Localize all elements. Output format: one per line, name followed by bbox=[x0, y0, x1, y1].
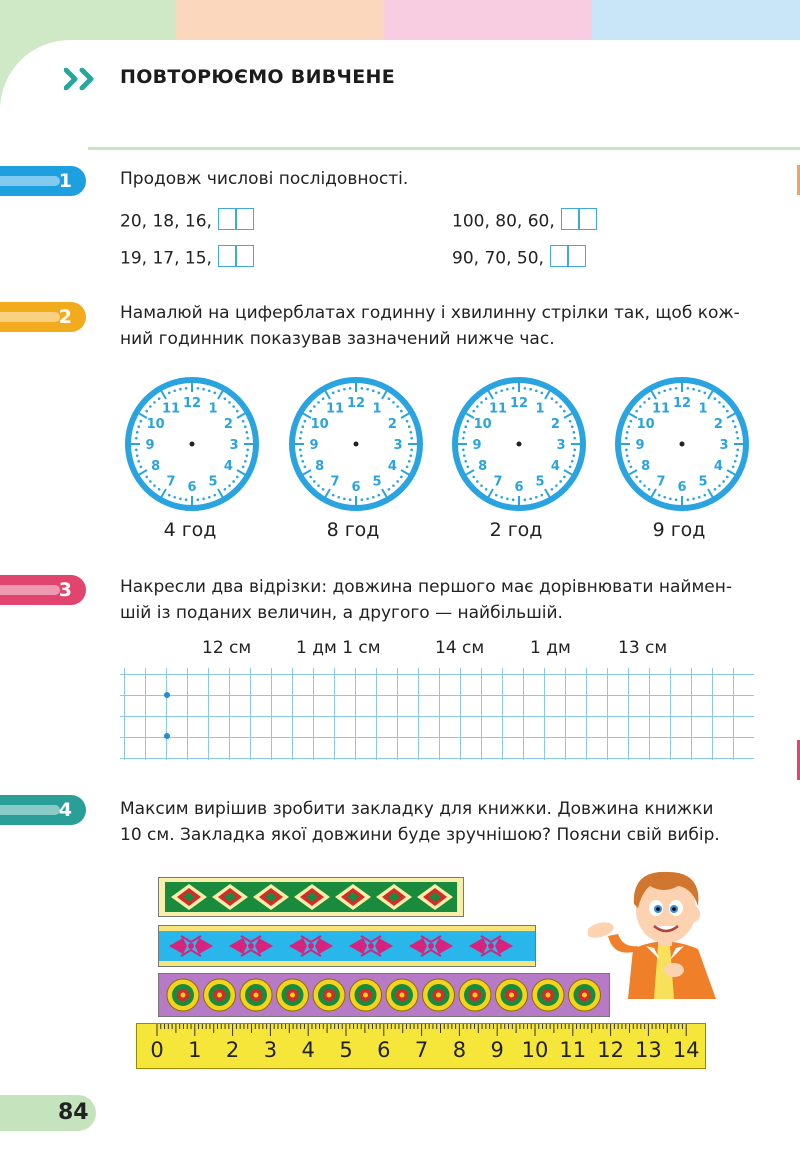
clock-time-label: 4 год bbox=[163, 519, 217, 541]
diamond-ornament bbox=[159, 878, 463, 916]
sequence-row: 90, 70, 50, bbox=[452, 245, 585, 272]
clock-numeral: 8 bbox=[641, 459, 651, 474]
clock-numeral: 10 bbox=[473, 417, 492, 432]
clock-numeral: 11 bbox=[651, 401, 671, 417]
clock-numeral: 1 bbox=[208, 401, 218, 417]
ruler-number: 4 bbox=[301, 1038, 315, 1062]
sequence-row: 19, 17, 15, bbox=[120, 245, 253, 272]
clock-time-label: 9 год bbox=[652, 519, 706, 541]
clock-numeral: 3 bbox=[556, 438, 566, 453]
segment-start-point bbox=[164, 733, 170, 739]
ruler-number: 2 bbox=[225, 1038, 240, 1062]
ruler-number: 1 bbox=[188, 1038, 202, 1062]
clock-numeral: 12 bbox=[672, 396, 692, 411]
clock-numeral: 10 bbox=[146, 417, 165, 432]
clock-numeral: 4 bbox=[550, 459, 560, 474]
clock-numeral: 2 bbox=[550, 417, 560, 432]
clock-numeral: 3 bbox=[393, 438, 403, 453]
ruler-number: 13 bbox=[635, 1038, 662, 1062]
clock-numeral: 7 bbox=[330, 474, 340, 490]
clock-time-label: 8 год bbox=[326, 519, 380, 541]
ruler-number: 8 bbox=[452, 1038, 467, 1062]
clock-numeral: 8 bbox=[478, 459, 488, 474]
task-2-instruction-line-2: ний годинник показував зазначений нижче час. bbox=[120, 329, 555, 349]
clock-numeral: 4 bbox=[713, 459, 723, 474]
clock-numeral: 4 bbox=[223, 459, 233, 474]
header-bar-peach bbox=[176, 0, 384, 40]
clock-numeral: 11 bbox=[488, 401, 508, 417]
ruler-number: 11 bbox=[559, 1038, 587, 1062]
clock-numeral: 10 bbox=[636, 417, 655, 432]
ruler-number: 5 bbox=[339, 1038, 353, 1062]
answer-boxes[interactable] bbox=[218, 245, 253, 272]
clock-face[interactable] bbox=[286, 374, 426, 514]
task-number-badge-2: 2 bbox=[0, 302, 86, 332]
clock-numeral: 1 bbox=[372, 401, 382, 417]
answer-boxes[interactable] bbox=[561, 208, 596, 235]
clock-numeral: 7 bbox=[166, 474, 176, 490]
clock-numeral: 5 bbox=[208, 474, 218, 490]
clock-numeral: 1 bbox=[698, 401, 708, 417]
clock-time-label: 2 год bbox=[489, 519, 543, 541]
answer-boxes[interactable] bbox=[550, 245, 585, 272]
clock-numeral: 11 bbox=[161, 401, 181, 417]
double-chevron-icon bbox=[64, 68, 102, 90]
task-3-instruction-line-2: шій із поданих величин, а другого — найбільшій. bbox=[120, 603, 563, 623]
clock-numeral: 5 bbox=[698, 474, 708, 490]
sequence-row: 100, 80, 60, bbox=[452, 208, 596, 235]
circle-ornament bbox=[159, 974, 609, 1016]
clock-center bbox=[517, 442, 522, 447]
clock-numeral: 4 bbox=[387, 459, 397, 474]
clock-numeral: 2 bbox=[713, 417, 723, 432]
clock-face[interactable] bbox=[612, 374, 752, 514]
clock-center bbox=[680, 442, 685, 447]
clock-numeral: 6 bbox=[351, 480, 361, 495]
clock-numeral: 6 bbox=[187, 480, 197, 495]
length-value: 13 см bbox=[618, 638, 668, 658]
clock-numeral: 3 bbox=[229, 438, 239, 453]
page-number: 84 bbox=[58, 1100, 89, 1125]
length-value: 12 см bbox=[202, 638, 252, 658]
sequence-row: 20, 18, 16, bbox=[120, 208, 253, 235]
ruler-number: 0 bbox=[150, 1038, 164, 1062]
clock-center bbox=[354, 442, 359, 447]
task-3-instruction-line-1: Накресли два відрізки: довжина першого має дорівнювати наймен- bbox=[120, 577, 732, 597]
clock-numeral: 12 bbox=[346, 396, 366, 411]
clock-numeral: 9 bbox=[309, 438, 319, 453]
clock-numeral: 11 bbox=[325, 401, 345, 417]
length-value: 14 см bbox=[435, 638, 485, 658]
clock-numeral: 3 bbox=[719, 438, 729, 453]
clock-numeral: 1 bbox=[535, 401, 545, 417]
page-title: ПОВТОРЮЄМО ВИВЧЕНЕ bbox=[120, 66, 395, 88]
header-bar-pink bbox=[384, 0, 592, 40]
clock-numeral: 8 bbox=[315, 459, 325, 474]
ruler-number: 7 bbox=[414, 1038, 429, 1062]
ruler bbox=[136, 1023, 706, 1069]
task-1-instruction: Продовж числові послідовності. bbox=[120, 169, 409, 189]
clock-numeral: 10 bbox=[310, 417, 329, 432]
task-4-instruction-line-2: 10 см. Закладка якої довжини буде зручнішою? Поясни свій вибір. bbox=[120, 825, 720, 845]
bookmark-short[interactable] bbox=[158, 877, 464, 917]
clock-numeral: 12 bbox=[182, 396, 202, 411]
clock-numeral: 9 bbox=[635, 438, 645, 453]
ruler-number: 3 bbox=[263, 1038, 278, 1062]
clock-face[interactable] bbox=[122, 374, 262, 514]
clock-numeral: 2 bbox=[223, 417, 233, 432]
header-bar-green bbox=[0, 0, 176, 40]
clock-numeral: 7 bbox=[656, 474, 666, 490]
clock-numeral: 12 bbox=[509, 396, 529, 411]
length-value: 1 дм bbox=[530, 638, 571, 658]
length-value: 1 дм 1 см bbox=[296, 638, 381, 658]
boy-illustration bbox=[588, 864, 738, 999]
header-bar-blue bbox=[592, 0, 800, 40]
task-number-badge-1: 1 bbox=[0, 166, 86, 196]
clock-numeral: 9 bbox=[145, 438, 155, 453]
header-divider bbox=[88, 147, 800, 150]
ruler-number: 14 bbox=[672, 1038, 700, 1062]
bookmark-long[interactable] bbox=[158, 973, 610, 1017]
clock-numeral: 2 bbox=[387, 417, 397, 432]
segment-start-point bbox=[164, 692, 170, 698]
ruler-number: 6 bbox=[377, 1038, 391, 1062]
task-4-instruction-line-1: Максим вирішив зробити закладку для книжки. Довжина книжки bbox=[120, 799, 714, 819]
bird-ornament bbox=[159, 926, 535, 966]
clock-numeral: 9 bbox=[472, 438, 482, 453]
answer-boxes[interactable] bbox=[218, 208, 253, 235]
clock-numeral: 6 bbox=[514, 480, 524, 495]
task-2-instruction-line-1: Намалюй на циферблатах годинну і хвилинну стрілки так, щоб кож- bbox=[120, 303, 740, 323]
clock-numeral: 5 bbox=[535, 474, 545, 490]
task-number-badge-4: 4 bbox=[0, 795, 86, 825]
bookmark-medium[interactable] bbox=[158, 925, 536, 967]
clock-numeral: 6 bbox=[677, 480, 687, 495]
drawing-grid[interactable] bbox=[120, 668, 754, 760]
ruler-number: 9 bbox=[490, 1038, 504, 1062]
task-number-badge-3: 3 bbox=[0, 575, 86, 605]
clock-face[interactable] bbox=[449, 374, 589, 514]
clock-numeral: 7 bbox=[493, 474, 503, 490]
clock-numeral: 5 bbox=[372, 474, 382, 490]
ruler-number: 12 bbox=[597, 1038, 624, 1062]
header-card bbox=[0, 40, 800, 150]
clock-center bbox=[190, 442, 195, 447]
ruler-number: 10 bbox=[521, 1038, 549, 1062]
clock-numeral: 8 bbox=[151, 459, 161, 474]
